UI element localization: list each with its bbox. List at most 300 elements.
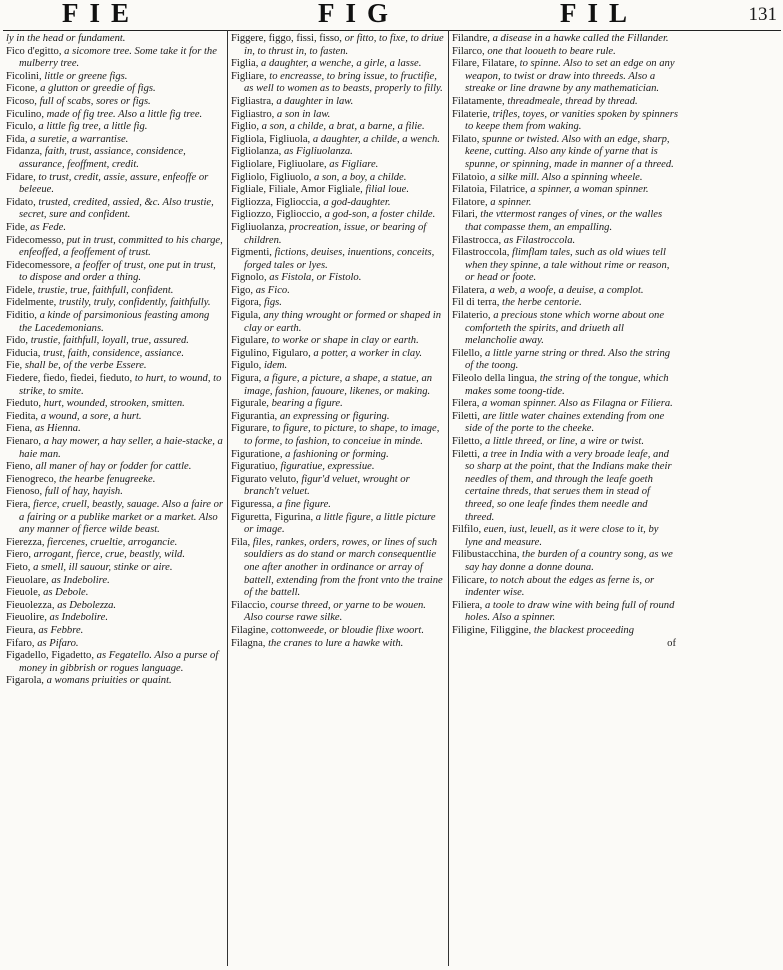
entry-headword: Fico d'egitto, <box>6 45 65 57</box>
entry-definition: fiercenes, crueltie, arrogancie. <box>47 536 178 548</box>
dictionary-entry <box>231 159 445 172</box>
dictionary-entry <box>6 562 224 575</box>
entry-headword: Figuratiuo, <box>231 461 281 473</box>
entry-definition: trifles, toyes, or vanities spoken by spinners to keepe them from waking. <box>465 108 678 133</box>
entry-definition: the vttermost ranges of vines, or the walles that compasse them, an empalling. <box>465 209 663 233</box>
entry-headword: Fiedere, fiedo, fiedei, fieduto, <box>6 373 135 385</box>
entry-headword: Figliozzo, Figlioccio, <box>231 209 325 221</box>
dictionary-entry <box>6 109 224 122</box>
entry-definition: as Fegatello. Also a purse of money in gibbrish or rogues language. <box>19 650 219 674</box>
dictionary-entry <box>452 172 678 185</box>
entry-headword: Figadello, Figadetto, <box>6 650 97 662</box>
dictionary-entry <box>6 360 224 373</box>
entry-definition: a daughter, a wenche, a girle, a lasse. <box>261 58 422 70</box>
dictionary-entry <box>231 537 445 600</box>
entry-headword: Figliare, <box>231 70 270 82</box>
entry-definition: little or greene figs. <box>44 70 128 82</box>
entry-definition: a god-son, a foster childe. <box>324 209 436 221</box>
dictionary-entry <box>231 197 445 210</box>
entry-definition: a kinde of parsimonious feasting among the Lacedemonians. <box>19 310 210 334</box>
entry-definition: full of scabs, sores or figs. <box>39 95 151 107</box>
dictionary-entry <box>6 335 224 348</box>
entry-headword: Filare, Filatare, <box>452 58 520 70</box>
column-middle <box>231 33 445 966</box>
entry-definition: figs. <box>263 297 282 309</box>
entry-headword: Ficulo, <box>6 121 39 133</box>
dictionary-entry <box>231 109 445 122</box>
entry-headword: Fido, <box>6 335 31 347</box>
entry-definition: bearing a figure. <box>271 398 343 410</box>
dictionary-entry <box>6 96 224 109</box>
entry-headword: Filetto, <box>452 436 485 447</box>
dictionary-entry <box>6 625 224 638</box>
entry-definition: as Debolezza. <box>57 599 117 611</box>
entry-definition: to notch about the edges as ferne is, or indenter wise. <box>465 574 655 599</box>
entry-headword: Figurantia, <box>231 410 280 422</box>
entry-definition: to trust, credit, assie, assure, enfeoffe or beleeue. <box>19 171 209 196</box>
dictionary-entry <box>452 373 678 398</box>
entry-definition: a potter, a worker in clay. <box>313 347 422 359</box>
dictionary-entry <box>6 486 224 499</box>
running-header <box>0 0 783 30</box>
dictionary-entry <box>6 146 224 171</box>
dictionary-entry <box>6 423 224 436</box>
entry-headword: Fiena, <box>6 423 35 435</box>
entry-headword: Ficoso, <box>6 95 40 107</box>
entry-definition: one that looueth to beare rule. <box>487 45 616 57</box>
entry-headword: Filandre, <box>452 33 493 44</box>
entry-definition: course threed, or yarne to be wouen. Also course rawe silke. <box>244 599 426 624</box>
dictionary-entry <box>452 96 678 109</box>
entry-headword: Figuressa, <box>231 498 277 510</box>
entry-headword: Fiera, <box>6 498 34 510</box>
entry-definition: as Febbre. <box>38 624 84 636</box>
entry-definition: are little water chaines extending from one side of the porte to the cheeke. <box>465 410 665 435</box>
dictionary-entry <box>452 549 678 574</box>
entry-definition: a hay mower, a hay seller, a haie-stacke, a haie man. <box>19 436 223 460</box>
entry-headword: Fieuole, <box>6 587 44 599</box>
entry-definition: the burden of a country song, as we say hay donne a donne douna. <box>465 549 673 573</box>
entry-headword: Fidelmente, <box>6 297 59 309</box>
dictionary-entry <box>452 235 678 248</box>
entry-definition: spunne or twisted. Also with an edge, sharp, keene, cutting. Also any kinde of yarne that is spunne, or spinning, made in manner of a threed. <box>465 133 674 170</box>
dictionary-entry <box>452 398 678 411</box>
entry-headword: Fidare, <box>6 171 39 183</box>
entry-definition: a spinner. <box>490 196 532 208</box>
entry-headword: Filatoio, <box>452 171 491 183</box>
header-left-word: FIE <box>62 0 141 28</box>
entry-definition: made of fig tree. Also a little fig tree. <box>46 108 203 120</box>
dictionary-entry <box>231 58 445 71</box>
dictionary-entry <box>6 310 224 335</box>
entry-headword: Filfilo, <box>452 524 484 536</box>
entry-headword: Filaterio, <box>452 310 494 322</box>
entry-definition: the herbe centorie. <box>502 297 582 309</box>
entry-headword: Fie, <box>6 360 25 372</box>
dictionary-entry <box>452 575 678 600</box>
entry-headword: Fieduto, <box>6 398 44 410</box>
entry-definition: as Figliuolanza. <box>283 146 353 158</box>
dictionary-entry <box>6 474 224 487</box>
entry-definition: procreation, issue, or bearing of children. <box>244 221 427 246</box>
entry-definition: ly in the head or fundament. <box>6 33 126 44</box>
entry-definition: threadmeale, thread by thread. <box>507 95 638 107</box>
entry-definition: trustie, true, faithfull, confident. <box>37 284 174 296</box>
dictionary-entry <box>231 96 445 109</box>
dictionary-entry <box>6 612 224 625</box>
entry-definition: put in trust, committed to his charge, enfeoffed, a feoffement of trust. <box>19 234 223 259</box>
dictionary-entry <box>231 474 445 499</box>
dictionary-entry <box>452 449 678 525</box>
entry-headword: Figliola, Figliuola, <box>231 133 313 145</box>
dictionary-entry <box>6 373 224 398</box>
dictionary-entry <box>6 172 224 197</box>
entry-headword: Fieura, <box>6 624 39 636</box>
dictionary-entry <box>6 121 224 134</box>
entry-definition: a spinner, a woman spinner. <box>530 184 649 196</box>
entry-headword: Fileolo della lingua, <box>452 373 540 385</box>
dictionary-entry <box>6 587 224 600</box>
entry-definition: faith, trust, assiance, considence, assurance, feoffment, credit. <box>19 146 186 170</box>
dictionary-entry <box>6 398 224 411</box>
entry-headword: Figliozza, Figlioccia, <box>231 196 324 208</box>
entry-headword: Filatoia, Filatrice, <box>452 184 531 196</box>
entry-definition: as Indebolire. <box>49 612 108 624</box>
entry-headword: Figliastra, <box>231 95 277 107</box>
entry-definition: as Debole. <box>43 587 89 599</box>
dictionary-entry <box>231 172 445 185</box>
entry-definition: as Figliare. <box>329 158 379 170</box>
entry-headword: Filello, <box>452 347 485 359</box>
dictionary-entry <box>231 449 445 462</box>
entry-definition: as Fistola, or Fistolo. <box>269 272 362 284</box>
entry-headword: Filaterie, <box>452 108 493 120</box>
entry-definition: a fashioning or forming. <box>285 448 389 460</box>
dictionary-entry <box>231 209 445 222</box>
entry-definition: euen, iust, leuell, as it were close to it, by lyne and measure. <box>465 524 659 548</box>
dictionary-entry <box>231 297 445 310</box>
header-right-word: FIL <box>560 0 639 28</box>
dictionary-entry <box>452 411 678 436</box>
entry-headword: Figurato veluto, <box>231 473 302 485</box>
entry-definition: a son, a boy, a childe. <box>314 171 407 183</box>
entry-definition: a glutton or greedie of figs. <box>40 83 156 95</box>
entry-definition: the hearbe fenugreeke. <box>58 473 156 485</box>
entry-headword: Fidecomessore, <box>6 259 75 271</box>
dictionary-entry <box>452 247 678 285</box>
dictionary-entry <box>231 499 445 512</box>
entry-headword: Fierezza, <box>6 536 48 548</box>
entry-headword: Filatamente, <box>452 95 508 107</box>
entry-definition: to figure, to picture, to shape, to image, to forme, to fashion, to conceiue in minde. <box>244 423 440 447</box>
entry-headword: Figgere, figgo, fissi, fisso, <box>231 33 345 44</box>
entry-definition: arrogant, fierce, crue, beastly, wild. <box>33 549 186 561</box>
dictionary-entry <box>231 348 445 361</box>
entry-headword: Figlia, <box>231 58 262 70</box>
dictionary-entry <box>231 71 445 96</box>
dictionary-entry <box>6 71 224 84</box>
dictionary-entry <box>6 235 224 260</box>
entry-definition: a precious stone which worne about one comforteth the spirits, and driueth all melancholie away. <box>465 310 665 347</box>
column-divider-2 <box>448 30 449 966</box>
entry-definition: the string of the tongue, which makes some toong-tide. <box>465 373 669 397</box>
catchword: of <box>667 637 676 649</box>
entry-headword: Figliolare, Figliuolare, <box>231 158 330 170</box>
dictionary-entry <box>6 83 224 96</box>
dictionary-entry <box>452 209 678 234</box>
entry-definition: as Fede. <box>30 221 67 233</box>
entry-headword: Figora, <box>231 297 264 309</box>
dictionary-entry <box>231 638 445 651</box>
dictionary-entry <box>231 272 445 285</box>
entry-headword: Filastrocca, <box>452 234 504 246</box>
entry-headword: Filetti, <box>452 448 483 460</box>
entry-headword: Filatore, <box>452 196 491 208</box>
entry-headword: Ficolini, <box>6 70 45 82</box>
dictionary-entry <box>231 134 445 147</box>
entry-headword: Ficulino, <box>6 108 47 120</box>
entry-definition: a womans priuities or quaint. <box>46 675 172 687</box>
dictionary-entry <box>6 461 224 474</box>
entry-headword: Filera, <box>452 398 483 410</box>
dictionary-entry <box>6 285 224 298</box>
dictionary-entry <box>231 411 445 424</box>
entry-headword: Filari, <box>452 209 481 221</box>
entry-headword: Figliolanza, <box>231 146 284 158</box>
entry-headword: Ficone, <box>6 83 41 95</box>
entry-headword: Filibustacchina, <box>452 549 523 561</box>
entry-definition: a suretie, a warrantise. <box>30 133 129 145</box>
dictionary-entry <box>231 247 445 272</box>
dictionary-entry <box>6 197 224 222</box>
entry-definition: to spinne. Also to set an edge on any weapon, to twist or draw into threeds. Also a streake or line drawne by any mathematician. <box>465 58 675 95</box>
entry-definition: a daughter in law. <box>276 95 354 107</box>
entry-definition: trusted, credited, assied, &c. Also trustie, secret, sure and confident. <box>19 196 214 221</box>
dictionary-entry <box>6 575 224 588</box>
entry-definition: a son, a childe, a brat, a barne, a filie. <box>261 121 425 133</box>
dictionary-entry <box>452 297 678 310</box>
entry-headword: Fida, <box>6 133 31 145</box>
entry-headword: Figo, <box>231 284 256 296</box>
entry-definition: trust, faith, considence, assiance. <box>43 347 185 359</box>
entry-definition: a son in law. <box>276 108 331 120</box>
dictionary-entry <box>452 184 678 197</box>
entry-definition: a god-daughter. <box>323 196 391 208</box>
entry-definition: as Indebolire. <box>51 574 110 586</box>
entry-headword: Fil di terra, <box>452 297 503 309</box>
entry-definition: a smell, ill sauour, stinke or aire. <box>33 561 173 573</box>
entry-headword: Fieto, <box>6 561 34 573</box>
dictionary-entry <box>452 625 678 638</box>
dictionary-entry <box>6 436 224 461</box>
entry-headword: Filagine, <box>231 624 272 636</box>
dictionary-entry <box>6 638 224 651</box>
dictionary-entry <box>452 436 678 449</box>
entry-headword: Figula, <box>231 310 264 322</box>
entry-headword: Figulino, Figularo, <box>231 347 314 359</box>
entry-headword: Figulo, <box>231 360 264 372</box>
entry-definition: a little yarne string or thred. Also the string of the toong. <box>465 347 671 372</box>
entry-definition: or fitto, to fixe, to driue in, to thrust in, to fasten. <box>244 33 444 57</box>
entry-headword: Fiducia, <box>6 347 44 359</box>
dictionary-entry <box>231 600 445 625</box>
entry-definition: to hurt, to wound, to strike, to smite. <box>19 373 222 397</box>
entry-definition: as Fico. <box>255 284 290 296</box>
entry-definition: a web, a woofe, a deuise, a complot. <box>489 284 644 296</box>
entry-definition: a tree in India with a very broade leafe, and so sharp at the point, that the Indians make their needles of them, and through the leafe goeth certaine threds, that serues them in stead of threed, so one leafe findes them needle and threed. <box>465 448 672 523</box>
dictionary-entry <box>6 675 224 688</box>
dictionary-entry <box>6 33 224 46</box>
entry-headword: Fieuolare, <box>6 574 52 586</box>
entry-headword: Filaccio, <box>231 599 271 611</box>
entry-headword: Figuretta, Figurina, <box>231 511 316 523</box>
entry-definition: shall be, of the verbe Essere. <box>24 360 147 372</box>
entry-headword: Figuratione, <box>231 448 286 460</box>
entry-headword: Fidecomesso, <box>6 234 67 246</box>
dictionary-entry <box>231 423 445 448</box>
dictionary-entry <box>452 600 678 625</box>
dictionary-entry <box>6 134 224 147</box>
entry-definition: a little threed, or line, a wire or twist. <box>484 436 644 447</box>
entry-definition: full of hay, hayish. <box>44 486 123 498</box>
entry-definition: the cranes to lure a hawke with. <box>268 637 404 649</box>
entry-definition: trustily, truly, confidently, faithfully. <box>58 297 211 309</box>
dictionary-entry <box>6 499 224 537</box>
column-divider-1 <box>227 30 228 966</box>
dictionary-entry <box>452 109 678 134</box>
entry-headword: Fifaro, <box>6 637 38 649</box>
dictionary-entry <box>231 222 445 247</box>
entry-definition: filial loue. <box>365 184 410 196</box>
entry-headword: Fila, <box>231 536 253 548</box>
dictionary-entry <box>6 549 224 562</box>
entry-definition: hurt, wounded, strooken, smitten. <box>43 398 185 410</box>
dictionary-entry <box>452 285 678 298</box>
entry-headword: Fienogreco, <box>6 473 59 485</box>
dictionary-entry <box>6 46 224 71</box>
entry-headword: Filagna, <box>231 637 269 649</box>
entry-headword: Fieuolire, <box>6 612 50 624</box>
entry-definition: a sicomore tree. Some take it for the mulberry tree. <box>19 45 217 70</box>
entry-definition: the blackest proceeding <box>533 624 635 636</box>
entry-definition: any thing wrought or formed or shaped in clay or earth. <box>244 310 442 334</box>
entry-headword: Figurare, <box>231 423 273 435</box>
entry-headword: Fidele, <box>6 284 38 296</box>
dictionary-entry <box>231 512 445 537</box>
entry-headword: Figmenti, <box>231 247 275 259</box>
dictionary-entry <box>452 33 678 46</box>
entry-headword: Fidato, <box>6 196 39 208</box>
entry-definition: a feoffer of trust, one put in trust, to dispose and order a thing. <box>19 259 216 284</box>
entry-headword: Figliuolanza, <box>231 221 290 233</box>
entry-headword: Fignolo, <box>231 272 270 284</box>
header-center-word: FIG <box>318 0 400 28</box>
entry-headword: Figliolo, Figliuolo, <box>231 171 315 183</box>
entry-headword: Figura, <box>231 373 264 385</box>
entry-headword: Filetti, <box>452 410 483 422</box>
dictionary-entry <box>231 335 445 348</box>
entry-definition: files, rankes, orders, rowes, or lines of such souldiers as do stand or march consequentlie one after another in ordinance or array of battell, extending from the front vnto the traine of the battell. <box>244 536 443 599</box>
entry-definition: as Filastroccola. <box>503 234 576 246</box>
dictionary-entry <box>452 348 678 373</box>
entry-headword: Fide, <box>6 221 31 233</box>
entry-definition: figuratiue, expressiue. <box>280 461 375 473</box>
entry-definition: a figure, a picture, a shape, a statue, an image, fashion, fauoure, likenes, or making. <box>244 373 433 397</box>
entry-headword: Filastroccola, <box>452 247 513 259</box>
entry-definition: fictions, deuises, inuentions, conceits, forged tales or lyes. <box>244 247 435 271</box>
entry-definition: all maner of hay or fodder for cattle. <box>35 461 192 473</box>
header-rule <box>3 30 781 31</box>
entry-definition: a daughter, a childe, a wench. <box>312 133 440 145</box>
dictionary-entry <box>231 398 445 411</box>
entry-definition: a wound, a sore, a hurt. <box>40 410 142 422</box>
entry-headword: Figulare, <box>231 335 272 347</box>
dictionary-entry <box>6 650 224 675</box>
entry-definition: idem. <box>263 360 288 372</box>
entry-headword: Fiedita, <box>6 410 41 422</box>
entry-headword: Filigine, Filiggine, <box>452 624 534 636</box>
dictionary-entry <box>6 260 224 285</box>
entry-definition: trustie, faithfull, loyall, true, assured. <box>30 335 189 347</box>
entry-definition: a little fig tree, a little fig. <box>38 121 148 133</box>
column-left <box>6 33 224 966</box>
dictionary-entry <box>231 360 445 373</box>
entry-headword: Filatera, <box>452 284 490 296</box>
entry-headword: Fienaro, <box>6 436 44 447</box>
dictionary-entry <box>6 297 224 310</box>
entry-definition: a toole to draw wine with being full of round holes. Also a spinner. <box>465 599 675 624</box>
entry-headword: Fidanza, <box>6 146 45 158</box>
dictionary-entry <box>231 146 445 159</box>
entry-definition: flimflam tales, such as old wiues tell when they spinne, a tale without rime or reason, or head or foote. <box>465 247 670 284</box>
dictionary-entry <box>452 197 678 210</box>
column-right <box>452 33 678 966</box>
dictionary-entry <box>452 524 678 549</box>
dictionary-entry <box>452 46 678 59</box>
entry-headword: Figlio, <box>231 121 262 133</box>
entry-headword: Filicare, <box>452 574 490 586</box>
entry-definition: cottonweede, or bloudie flixe woort. <box>271 624 425 636</box>
entry-definition: a fine figure. <box>276 498 331 510</box>
dictionary-entry <box>231 33 445 58</box>
dictionary-entry <box>6 537 224 550</box>
entry-headword: Figurale, <box>231 398 272 410</box>
entry-definition: a disease in a hawke called the Fillander. <box>492 33 669 44</box>
dictionary-entry <box>6 348 224 361</box>
dictionary-entry <box>6 222 224 235</box>
entry-definition: an expressing or figuring. <box>279 410 390 422</box>
entry-definition: a woman spinner. Also as Filagna or Filiera. <box>482 398 673 410</box>
entry-definition: as Pifaro. <box>37 637 79 649</box>
dictionary-entry <box>452 134 678 172</box>
entry-headword: Fiditio, <box>6 310 40 322</box>
entry-headword: Fiero, <box>6 549 34 561</box>
entry-headword: Figliastro, <box>231 108 277 120</box>
entry-headword: Filarco, <box>452 45 488 57</box>
dictionary-entry <box>231 310 445 335</box>
dictionary-entry <box>231 625 445 638</box>
entry-definition: fierce, cruell, beastly, sauage. Also a faire or a fairing or a publike market or a market. Also any manner of fierce wilde beast. <box>19 498 224 536</box>
entry-headword: Filato, <box>452 133 483 145</box>
entry-definition: as Hienna. <box>34 423 81 435</box>
page-number: 131 <box>748 4 777 25</box>
dictionary-entry <box>6 600 224 613</box>
dictionary-entry <box>231 461 445 474</box>
dictionary-entry <box>452 310 678 348</box>
dictionary-entry <box>452 58 678 96</box>
dictionary-entry <box>231 121 445 134</box>
entry-headword: Figliale, Filiale, Amor Figliale, <box>231 184 366 196</box>
